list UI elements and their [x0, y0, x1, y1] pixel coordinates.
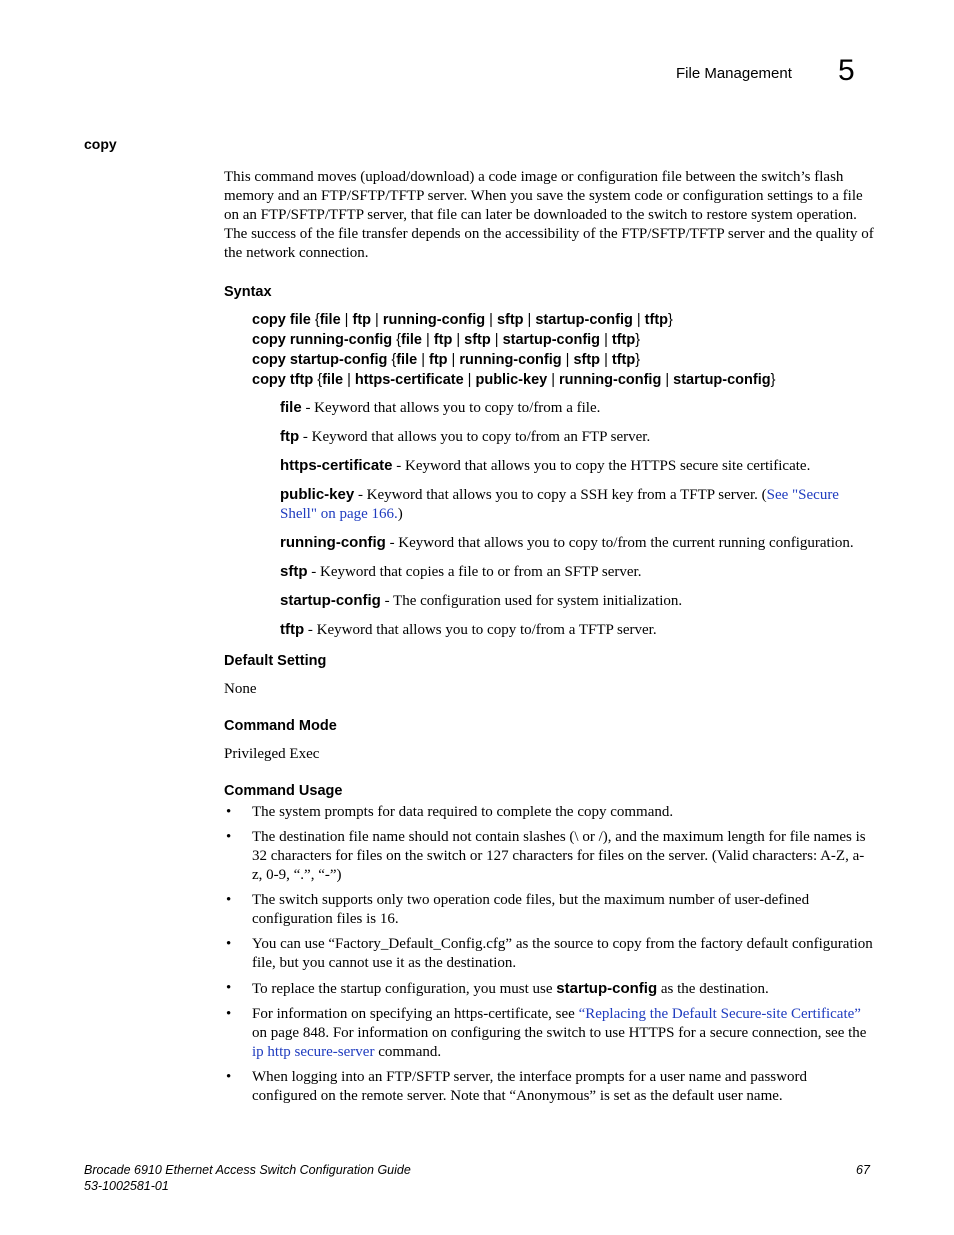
default-setting-value: None — [224, 681, 257, 697]
keyword-description: - The configuration used for system initialization. — [380, 593, 683, 609]
bullet-icon: • — [226, 980, 232, 996]
syntax-separator: | — [600, 352, 612, 368]
keyword-item — [280, 562, 874, 582]
syntax-separator: | — [490, 332, 503, 348]
syntax-option: running-config — [382, 312, 486, 328]
page-number: 67 — [856, 1163, 870, 1177]
usage-item — [224, 935, 874, 973]
keyword-term: tftp — [280, 621, 305, 638]
syntax-separator: | — [447, 352, 460, 368]
syntax-separator: | — [421, 332, 434, 348]
usage-item — [224, 1005, 874, 1062]
keyword-term: file — [280, 399, 302, 416]
usage-text: The system prompts for data required to complete the copy command. — [252, 804, 674, 820]
keyword-item — [280, 456, 874, 476]
syntax-separator: | — [343, 372, 355, 388]
keyword-list — [280, 398, 874, 640]
syntax-brace-close: } — [635, 332, 641, 348]
syntax-command: copy startup-config — [252, 352, 388, 368]
syntax-option: startup-config — [502, 332, 601, 348]
usage-item — [224, 891, 874, 929]
syntax-line — [252, 351, 874, 371]
syntax-brace-open: { — [313, 372, 323, 388]
syntax-brace-close: } — [770, 372, 776, 388]
syntax-brace-open: { — [392, 332, 402, 348]
usage-text: When logging into an FTP/SFTP server, the interface prompts for a user name and password configured on the remote server. Note that “Anonymous” is set as the default user name. — [252, 1069, 807, 1104]
keyword-description: - Keyword that allows you to copy to/from an FTP server. — [299, 429, 651, 445]
chapter-number: 5 — [838, 54, 855, 87]
syntax-brace-open: { — [387, 352, 397, 368]
usage-item — [224, 1068, 874, 1106]
keyword-item — [280, 591, 874, 611]
syntax-separator: | — [340, 312, 353, 328]
keyword-term: ftp — [280, 428, 300, 445]
usage-text: You can use “Factory_Default_Config.cfg” as the source to copy from the factory default configuration file, but you cannot use it as the destination. — [252, 936, 873, 971]
bullet-icon: • — [226, 1006, 232, 1022]
usage-text: To replace the startup configuration, you must use — [252, 981, 557, 997]
usage-item — [224, 979, 874, 999]
intro-paragraph: This command moves (upload/download) a code image or configuration file between the switch’s flash memory and an FTP/SFTP/TFTP server. When you save the system code or configuration settings to a file on an FTP/SFTP/TFTP server, that file can later be downloaded to the switch to restore system operation. The success of the file transfer depends on the accessibility of the FTP/SFTP/TFTP server and the quality of the network connection. — [224, 169, 874, 261]
syntax-separator: | — [523, 312, 536, 328]
syntax-option: ftp — [352, 312, 371, 328]
keyword-description: - Keyword that allows you to copy to/from the current running configuration. — [385, 535, 854, 551]
syntax-separator: | — [485, 312, 497, 328]
bullet-icon: • — [226, 936, 232, 952]
keyword-item — [280, 485, 874, 524]
keyword-description-end: ) — [397, 506, 403, 522]
syntax-option: file — [322, 372, 344, 388]
usage-text-end: as the destination. — [657, 981, 769, 997]
syntax-brace-open: { — [310, 312, 320, 328]
keyword-description: - Keyword that allows you to copy to/from a file. — [301, 400, 601, 416]
syntax-separator: | — [463, 372, 476, 388]
footer-left — [84, 1162, 411, 1194]
command-mode-value: Privileged Exec — [224, 746, 320, 762]
syntax-separator: | — [452, 332, 465, 348]
command-description — [224, 168, 874, 1112]
syntax-block — [252, 311, 874, 391]
guide-title: Brocade 6910 Ethernet Access Switch Configuration Guide — [84, 1163, 411, 1177]
keyword-description: - Keyword that copies a file to or from an SFTP server. — [307, 564, 642, 580]
doc-number: 53-1002581-01 — [84, 1179, 169, 1193]
usage-text: The destination file name should not contain slashes (\ or /), and the maximum length for file names is 32 characters for files on the switch or 127 characters for files on the server. (Valid characters: A-Z, a-z, 0-9, “.”, “-”) — [252, 829, 866, 883]
syntax-option: running-config — [459, 352, 562, 368]
keyword-description: - Keyword that allows you to copy a SSH key from a TFTP server. ( — [354, 487, 767, 503]
syntax-command: copy running-config — [252, 332, 393, 348]
keyword-term: https-certificate — [280, 457, 393, 474]
syntax-line — [252, 371, 874, 391]
command-usage-heading: Command Usage — [224, 783, 343, 799]
syntax-option: sftp — [573, 352, 601, 368]
usage-text: on page 848. For information on configuring the switch to use HTTPS for a secure connection, see the — [252, 1025, 867, 1041]
keyword-term: startup-config — [280, 592, 381, 609]
syntax-option: tftp — [611, 352, 636, 368]
syntax-line — [252, 331, 874, 351]
syntax-heading: Syntax — [224, 284, 272, 300]
keyword-term: sftp — [280, 563, 308, 580]
section-title: File Management — [676, 65, 792, 82]
usage-text: For information on specifying an https-certificate, see — [252, 1006, 579, 1022]
syntax-separator: | — [632, 312, 645, 328]
syntax-option: file — [319, 312, 341, 328]
syntax-command: copy file — [252, 312, 311, 328]
syntax-option: startup-config — [535, 312, 633, 328]
syntax-option: file — [396, 352, 418, 368]
keyword-item — [280, 533, 874, 553]
command-mode-heading: Command Mode — [224, 718, 337, 734]
syntax-option: sftp — [496, 312, 524, 328]
syntax-separator: | — [600, 332, 612, 348]
syntax-option: file — [401, 332, 422, 348]
default-setting-heading: Default Setting — [224, 653, 327, 669]
keyword-description: - Keyword that allows you to copy the HTTPS secure site certificate. — [392, 458, 811, 474]
bullet-icon: • — [226, 1069, 232, 1085]
bullet-icon: • — [226, 804, 232, 820]
keyword-term: public-key — [280, 486, 355, 503]
syntax-option: public-key — [475, 372, 548, 388]
syntax-option: startup-config — [673, 372, 771, 388]
syntax-separator: | — [547, 372, 560, 388]
usage-text: The switch supports only two operation code files, but the maximum number of user-defined configuration files is 16. — [252, 892, 810, 927]
syntax-separator: | — [371, 312, 383, 328]
usage-list — [224, 803, 874, 1106]
usage-item — [224, 803, 874, 822]
syntax-brace-close: } — [635, 352, 641, 368]
keyword-description: - Keyword that allows you to copy to/from a TFTP server. — [304, 622, 657, 638]
usage-text-end: command. — [374, 1044, 442, 1060]
syntax-separator: | — [661, 372, 674, 388]
syntax-option: tftp — [611, 332, 636, 348]
bullet-icon: • — [226, 829, 232, 845]
syntax-command: copy tftp — [252, 372, 314, 388]
usage-keyword: startup-config — [556, 980, 658, 997]
syntax-brace-close: } — [668, 312, 673, 328]
command-link[interactable]: ip http secure-server — [252, 1044, 375, 1060]
keyword-term: running-config — [280, 534, 386, 551]
syntax-option: ftp — [429, 352, 448, 368]
command-name: copy — [84, 136, 117, 152]
syntax-option: https-certificate — [354, 372, 464, 388]
bullet-icon: • — [226, 892, 232, 908]
usage-item — [224, 828, 874, 885]
syntax-option: sftp — [464, 332, 491, 348]
syntax-option: tftp — [644, 312, 668, 328]
keyword-item — [280, 620, 874, 640]
syntax-option: running-config — [559, 372, 662, 388]
syntax-separator: | — [417, 352, 429, 368]
cross-reference-link[interactable]: “Replacing the Default Secure-site Certificate” — [578, 1006, 861, 1022]
keyword-item — [280, 398, 874, 418]
syntax-separator: | — [561, 352, 574, 368]
syntax-line — [252, 311, 874, 331]
syntax-option: ftp — [433, 332, 453, 348]
keyword-item — [280, 427, 874, 447]
cross-reference-link[interactable]: See "Secure Shell" on page 166. — [280, 487, 839, 522]
